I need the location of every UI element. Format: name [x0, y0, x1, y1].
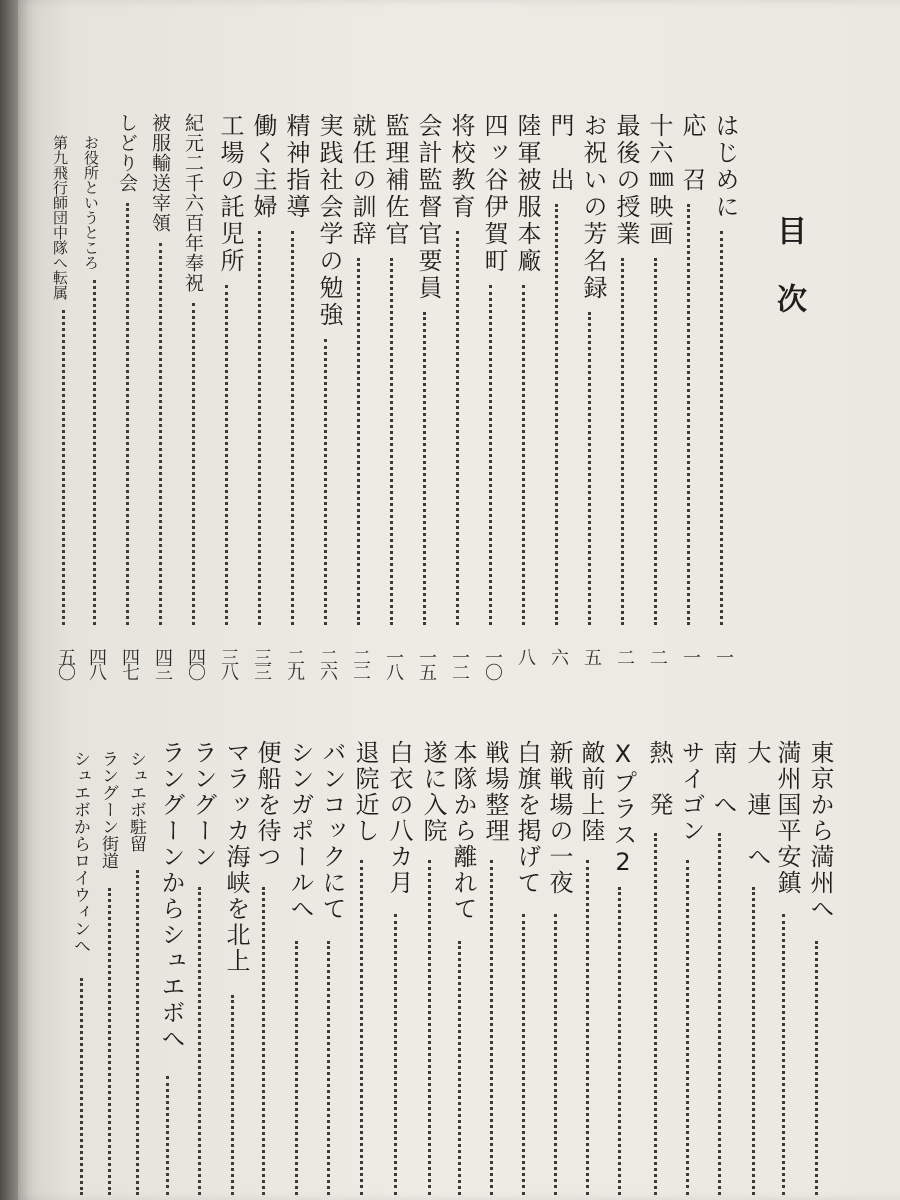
toc-entry-title: 働く主婦: [249, 113, 277, 221]
toc-entry-title: 第九飛行師団中隊へ転属: [51, 135, 69, 300]
toc-entry-title: サイゴン: [677, 740, 705, 844]
toc-leader-dots: [687, 204, 690, 625]
toc-entry-title: 敵前上陸: [577, 740, 605, 844]
toc-entry-title: 熱 発: [645, 740, 673, 818]
toc-entry-title: 南 へ: [709, 740, 737, 818]
toc-leader-dots: [458, 941, 461, 1195]
toc-entry-title: しどり会: [116, 113, 138, 193]
toc-leader-dots: [258, 231, 261, 625]
toc-leader-dots: [62, 310, 65, 625]
toc-entry-title: 白旗を掲げて: [513, 740, 541, 896]
book-page: [18, 0, 900, 1200]
toc-entry-title: Xプラス2: [609, 740, 637, 878]
toc-leader-dots: [231, 995, 234, 1195]
toc-entry-title: 本隊から離れて: [449, 740, 477, 922]
toc-entry-title: ラングーン街道: [98, 750, 118, 869]
toc-page-number: 四〇: [185, 648, 206, 678]
toc-page-number: 二六: [317, 648, 338, 678]
toc-page-number: 二二: [350, 648, 371, 678]
toc-entry-title: 四ッ谷伊賀町: [480, 113, 508, 275]
toc-leader-dots: [225, 285, 228, 625]
toc-entry-title: シンガポールへ: [286, 740, 314, 922]
toc-entry-title: シュエボからロイウィンへ: [70, 750, 90, 954]
toc-leader-dots: [686, 860, 689, 1195]
toc-entry-title: 便船を待つ: [253, 740, 281, 870]
toc-leader-dots: [782, 914, 785, 1195]
toc-leader-dots: [166, 1076, 169, 1195]
toc-entry-title: シュエボ駐留: [126, 750, 146, 852]
toc-entry-title: 紀元二千六百年奉祝: [182, 113, 204, 293]
toc-leader-dots: [80, 978, 83, 1195]
toc-entry-title: 退院近し: [351, 740, 379, 844]
toc-entry-title: 陸軍被服本廠: [513, 113, 541, 275]
toc-leader-dots: [262, 887, 265, 1195]
toc-page-number: 四八: [86, 648, 107, 678]
toc-leader-dots: [291, 231, 294, 625]
toc-leader-dots: [327, 941, 330, 1195]
toc-entry-title: 工場の託児所: [216, 113, 244, 275]
toc-entry-title: 戦場整理: [481, 740, 509, 844]
toc-entry-title: はじめに: [711, 113, 739, 221]
toc-page-number: 五〇: [55, 648, 76, 678]
toc-page-number: 六: [548, 648, 569, 663]
toc-leader-dots: [588, 312, 591, 625]
toc-entry-title: 実践社会学の勉強: [315, 113, 343, 329]
toc-entry-title: 新戦場の一夜: [545, 740, 573, 896]
toc-page-number: 四七: [119, 648, 140, 678]
toc-leader-dots: [93, 280, 96, 625]
toc-entry-title: 東京から満州へ: [806, 740, 834, 922]
toc-leader-dots: [390, 258, 393, 625]
toc-entry-title: バンコックにて: [318, 740, 346, 922]
toc-leader-dots: [324, 339, 327, 625]
toc-leader-dots: [423, 312, 426, 625]
toc-entry-title: お役所というところ: [82, 135, 100, 270]
page-title: 目 次: [771, 215, 806, 317]
toc-entry-title: 精神指導: [282, 113, 310, 221]
toc-leader-dots: [295, 941, 298, 1195]
toc-page-number: 一: [680, 648, 701, 663]
toc-page-number: 一二: [449, 648, 470, 678]
toc-entry-title: 白衣の八カ月: [385, 740, 413, 896]
toc-leader-dots: [618, 887, 621, 1195]
toc-entry-title: 監理補佐官: [381, 113, 409, 248]
toc-page-number: 一: [713, 648, 734, 663]
toc-entry-title: 応 召: [678, 113, 706, 194]
toc-entry-title: 遂に入院: [419, 740, 447, 844]
toc-page-number: 二九: [284, 648, 305, 678]
toc-leader-dots: [136, 870, 139, 1195]
toc-entry-title: 門 出: [546, 113, 574, 194]
toc-leader-dots: [621, 258, 624, 625]
previous-page-edge: [0, 0, 18, 1200]
toc-leader-dots: [720, 231, 723, 625]
toc-entry-title: 大 連 へ: [743, 740, 771, 870]
toc-leader-dots: [428, 860, 431, 1195]
toc-leader-dots: [126, 203, 129, 625]
toc-entry-title: 最後の授業: [612, 113, 640, 248]
toc-entry-title: 将校教育: [447, 113, 475, 221]
toc-page-number: 二: [647, 648, 668, 663]
toc-leader-dots: [456, 231, 459, 625]
toc-entry-title: マラッカ海峡を北上: [222, 740, 250, 974]
toc-leader-dots: [360, 860, 363, 1195]
toc-entry-title: 会計監督官要員: [414, 113, 442, 302]
toc-page-number: 五: [581, 648, 602, 663]
toc-leader-dots: [654, 258, 657, 625]
toc-leader-dots: [522, 285, 525, 625]
toc-leader-dots: [159, 243, 162, 625]
toc-entry-title: お祝いの芳名録: [579, 113, 607, 302]
toc-leader-dots: [654, 833, 657, 1195]
toc-leader-dots: [394, 914, 397, 1195]
toc-leader-dots: [489, 285, 492, 625]
toc-entry-title: 被服輸送宰領: [149, 113, 171, 233]
toc-leader-dots: [198, 887, 201, 1195]
toc-page-number: 一五: [416, 648, 437, 678]
toc-page-number: 三三: [251, 648, 272, 678]
toc-leader-dots: [522, 914, 525, 1195]
toc-leader-dots: [586, 860, 589, 1195]
toc-entry-title: 十六㎜映画: [645, 113, 673, 248]
toc-leader-dots: [108, 888, 111, 1195]
toc-leader-dots: [752, 887, 755, 1195]
toc-leader-dots: [357, 258, 360, 625]
toc-page-number: 三八: [218, 648, 239, 678]
toc-entry-title: 就任の訓辞: [348, 113, 376, 248]
toc-entry-title: ラングーン: [189, 740, 217, 870]
toc-leader-dots: [490, 860, 493, 1195]
toc-leader-dots: [815, 941, 818, 1195]
toc-page-number: 一〇: [482, 648, 503, 678]
toc-leader-dots: [718, 833, 721, 1195]
toc-leader-dots: [554, 914, 557, 1195]
toc-page-number: 一八: [383, 648, 404, 678]
toc-entry-title: ラングーンからシュエボへ: [157, 740, 185, 1052]
toc-entry-title: 満州国平安鎮: [773, 740, 801, 896]
toc-page-number: 二: [614, 648, 635, 663]
toc-leader-dots: [192, 303, 195, 625]
toc-leader-dots: [555, 204, 558, 625]
toc-page-number: 四三: [152, 648, 173, 678]
toc-page-number: 八: [515, 648, 536, 663]
